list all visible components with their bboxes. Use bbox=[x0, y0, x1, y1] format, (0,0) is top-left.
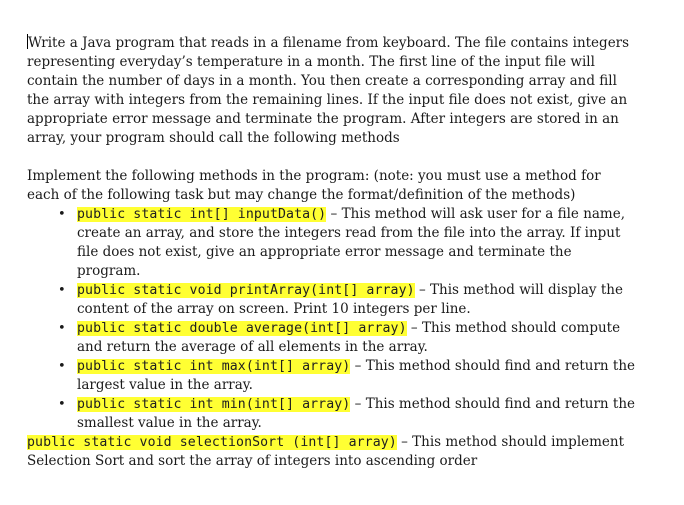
intro-text-c: temperature in a month. The first line of the input file will contain the number of days in a month. You then create a corresponding array and fill the array with integers from the remaining lines. If the input file does not exist, give an appropriate error message and terminate the program. After integers are stored in an array, your program should call the following methods bbox=[27, 54, 628, 146]
method-item-inputdata bbox=[27, 205, 637, 281]
method-description: – This method should find and return the smallest value in the array. bbox=[77, 396, 636, 431]
selection-sort-paragraph bbox=[27, 433, 637, 471]
document-body bbox=[27, 34, 637, 471]
method-signature: public static double average(int[] array) bbox=[77, 321, 407, 336]
method-signature: public static int[] inputData() bbox=[77, 207, 327, 222]
instructions-paragraph: Implement the following methods in the program: (note: you must use a method for each of the following task but may change the format/definition of the methods) bbox=[27, 168, 601, 203]
method-description: – This method will ask user for a file name, create an array, and store the integers read from the file into the array. If input file does not exist, give an appropriate error message and terminate the program. bbox=[77, 206, 626, 279]
intro-text-a: Write a Java program that reads in a filename from keyboard. The file contains integers representing bbox=[27, 35, 630, 70]
method-description: – This method should find and return the largest value in the array. bbox=[77, 358, 636, 393]
method-item-average bbox=[27, 319, 637, 357]
method-description: – This method should implement Selection Sort and sort the array of integers into ascending order bbox=[27, 434, 625, 469]
method-signature: public static void selectionSort (int[] array) bbox=[27, 435, 397, 450]
method-item-printarray bbox=[27, 281, 637, 319]
method-list bbox=[27, 205, 637, 433]
intro-paragraph bbox=[27, 34, 637, 148]
paragraph-gap bbox=[27, 148, 637, 167]
method-signature: public static int max(int[] array) bbox=[77, 359, 351, 374]
method-item-max bbox=[27, 357, 637, 395]
method-signature: public static int min(int[] array) bbox=[77, 397, 351, 412]
method-item-min bbox=[27, 395, 637, 433]
method-signature: public static void printArray(int[] array) bbox=[77, 283, 415, 298]
intro-text-b: everyday’s bbox=[119, 54, 193, 70]
method-description: – This method should compute and return the average of all elements in the array. bbox=[77, 320, 621, 355]
method-description: – This method will display the content of the array on screen. Print 10 integers per line. bbox=[77, 282, 623, 317]
